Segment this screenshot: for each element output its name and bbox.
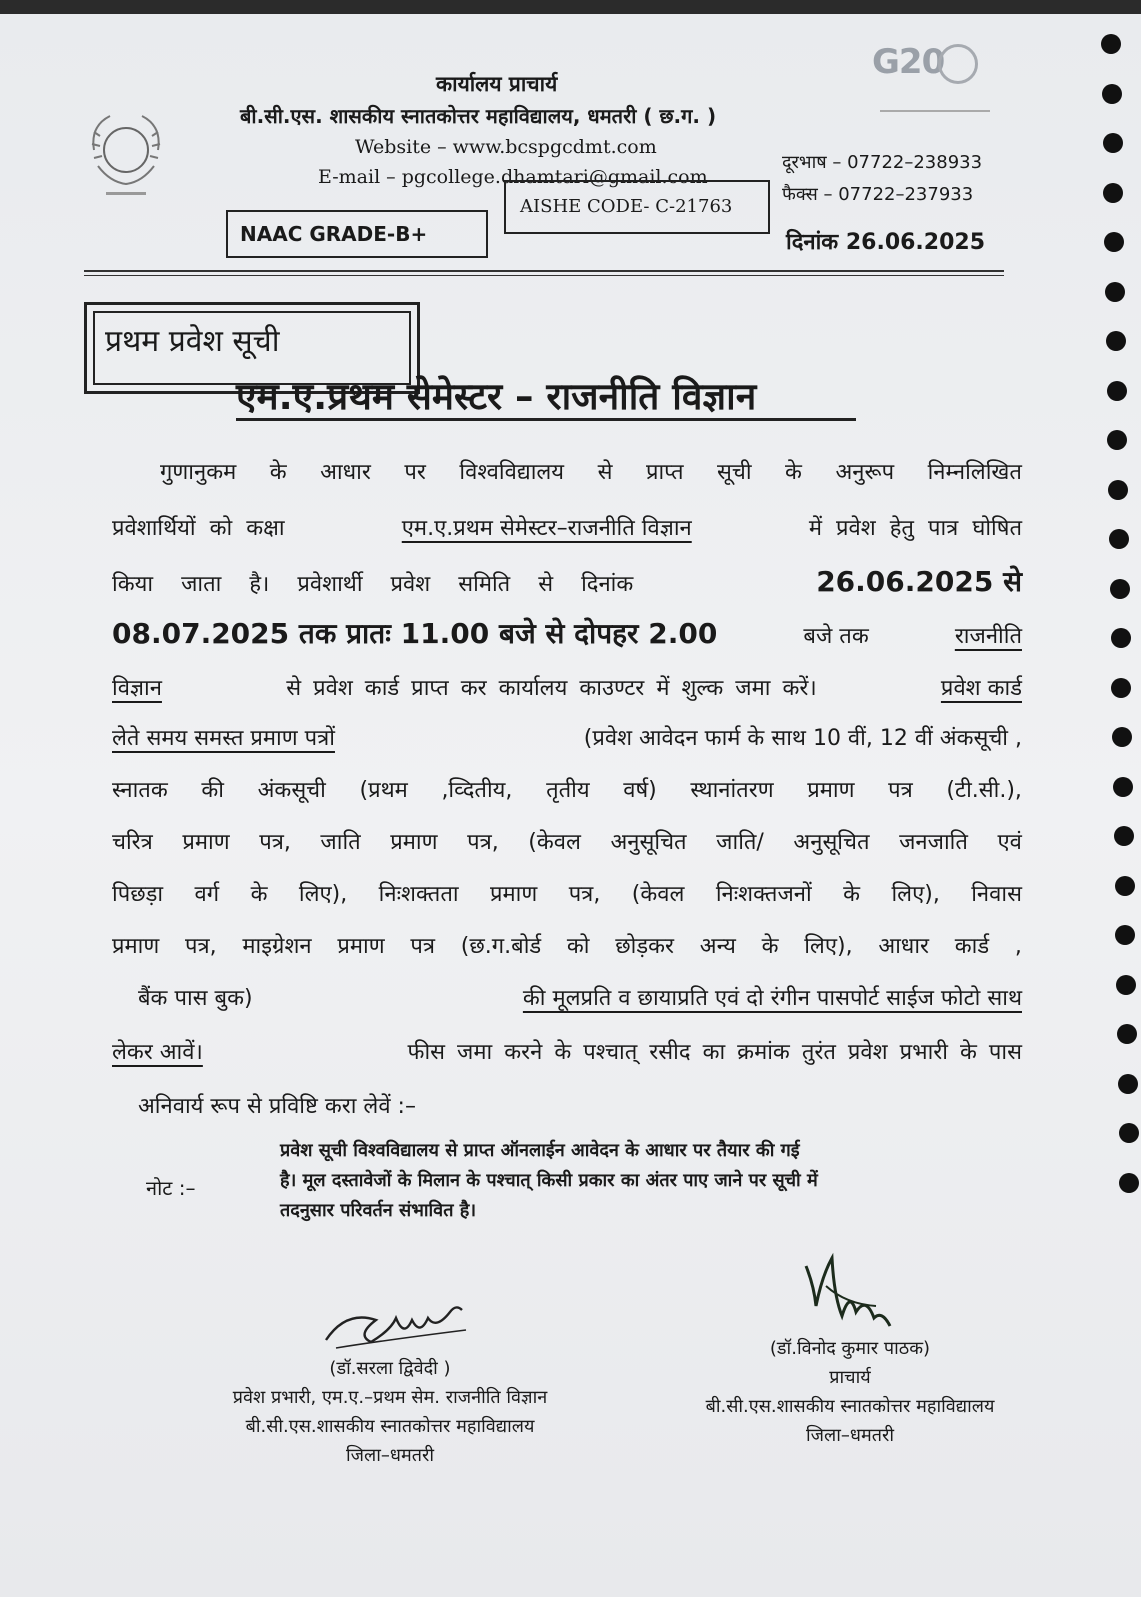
email: E-mail – pgcollege.dhamtari@gmail.com [318,166,708,188]
word: प्रवेशार्थियों [112,516,196,541]
signatory-left [200,1354,580,1470]
signatory-left-district: जिला–धमतरी [345,1445,434,1466]
naac-grade: NAAC GRADE-B+ [240,222,428,246]
document-page [0,14,1141,1597]
word: गुणानुकम [160,460,237,485]
l4-underlined-dept: राजनीति [954,624,1022,649]
word: स्नातक [112,778,168,803]
word: किया [112,572,154,597]
binder-hole [1107,430,1127,450]
body-line-7 [112,774,1022,804]
word: अनुरूप [835,460,895,485]
website: Website – www.bcspgcdmt.com [355,136,657,158]
word: ,व्दितीय, [441,778,513,803]
note-label: नोट :– [146,1176,196,1200]
word: जाता [181,572,222,597]
word: प्राप्त [411,676,449,701]
signatory-left-name: (डॉ.सरला द्विवेदी ) [329,1358,451,1379]
word: अन्य [699,934,736,959]
word: प्रमाण [337,934,385,959]
binder-hole [1112,727,1132,747]
g20-tagline-decoration [880,110,990,112]
word: के [785,460,802,485]
list-title: प्रथम प्रवेश सूची [105,324,280,359]
word: पत्र, [185,934,217,959]
phone-label: दूरभाष [782,152,827,173]
word: काउण्टर [579,676,645,701]
note-line-1: प्रवेश सूची विश्वविद्यालय से प्राप्त ऑनलाईन आवेदन के आधार पर तैयार की गई [280,1140,800,1161]
word: प्राप्त [645,460,684,485]
word: निःशक्तता [378,882,459,907]
body-line-1 [112,456,1022,486]
college-emblem-icon [80,106,172,206]
l5-part-a [286,672,816,702]
word: में [656,676,670,701]
word: सूची [717,460,752,485]
word: है। [249,572,270,597]
word: में [808,516,823,541]
word: का [702,1040,726,1065]
g20-logo: G20 [868,34,988,94]
word: शुल्क [681,676,724,701]
binder-hole [1115,876,1135,896]
word: के [960,1040,977,1065]
word: के [843,882,861,907]
word: घोषित [972,516,1022,541]
aishe-code-box [504,180,770,234]
binder-hole [1115,925,1135,945]
aishe-code: AISHE CODE- C-21763 [520,196,733,217]
word: , [1014,934,1022,959]
l4-part-b: बजे तक [803,624,869,649]
word: (प्रथम [359,778,408,803]
word: हेतु [889,516,914,541]
word: प्रमाण [390,830,438,855]
binder-hole [1103,183,1123,203]
phone-row [782,150,982,174]
word: जमा [735,676,771,701]
binder-hole [1110,579,1130,599]
word: आधार [320,460,371,485]
word: प्रमाण [112,934,160,959]
word: विश्वविद्यालय [459,460,565,485]
word: को [209,516,233,541]
signature-right-icon [796,1246,906,1346]
word: की [201,778,224,803]
body-line-4 [112,614,1022,652]
word: लिए), [804,934,853,959]
binder-hole [1114,826,1134,846]
word: लिए), [298,882,348,907]
signatory-right-district: जिला–धमतरी [805,1425,894,1446]
word: स्थानांतरण [690,778,774,803]
l12-part-a [407,1036,1022,1066]
word: करने [504,1040,543,1065]
word: वर्ष) [623,778,657,803]
word: पत्र, [467,830,499,855]
body-line-10 [112,930,1022,960]
body-line-3 [112,562,1022,600]
word: पत्र [888,778,913,803]
word: माइग्रेशन [242,934,312,959]
signatory-right-designation: प्राचार्य [829,1367,871,1388]
binder-hole [1111,678,1131,698]
binder-holes [1101,34,1131,1234]
signature-left-icon [316,1290,476,1360]
header-divider [84,270,1004,272]
word: (टी.सी.), [946,778,1022,803]
word: के [269,460,287,485]
l2-part-b [809,512,1022,542]
word: समिति [458,572,511,597]
word: तृतीय [546,778,590,803]
phone-number: – 07722–238933 [832,152,983,173]
fax-number: – 07722–237933 [823,184,974,205]
signatory-left-designation: प्रवेश प्रभारी, एम.ए.–प्रथम सेम. राजनीति विज्ञान [232,1387,548,1408]
word: के [761,934,779,959]
word: पश्चात् [583,1040,638,1065]
body-line-5 [112,672,1022,702]
l13-text: अनिवार्य रूप से प्रविष्टि करा लेवें :– [138,1094,416,1119]
signatory-right-name: (डॉ.विनोद कुमार पाठक) [769,1338,931,1359]
word: कर [460,676,487,701]
note-line-3: तदनुसार परिवर्तन संभावित है। [280,1200,477,1221]
word: पिछड़ा [112,882,164,907]
l2-part-a [112,512,285,542]
word: पत्र [410,934,436,959]
body-line-13 [112,1090,1048,1120]
l3-start-date: 26.06.2025 से [816,565,1022,598]
word: (केवल [631,882,685,907]
l2-underlined-class: एम.ए.प्रथम सेमेस्टर–राजनीति विज्ञान [401,516,692,541]
word: से [597,460,613,485]
binder-hole [1105,282,1125,302]
word: करें। [782,676,817,701]
binder-hole [1111,628,1131,648]
binder-hole [1102,84,1122,104]
word: छोड़कर [615,934,675,959]
word: प्रवेश [313,676,353,701]
subject-underline [236,418,856,421]
word: जमा [457,1040,493,1065]
word: के [554,1040,572,1065]
subject-heading: एम.ए.प्रथम सेमेस्टर – राजनीति विज्ञान [236,375,757,418]
word: प्रवेश [390,572,431,597]
l6-part-a: (प्रवेश आवेदन फार्म के साथ 10 वीं, 12 वीं अंकसूची , [583,726,1022,751]
word: प्रमाण [489,882,538,907]
word: के [250,882,268,907]
binder-hole [1108,480,1128,500]
word: जाति [320,830,361,855]
word: वर्ग [194,882,220,907]
l6-underlined-certs: लेते समय समस्त प्रमाण पत्रों [112,726,335,751]
signatory-right [660,1334,1040,1450]
word: अनुसूचित [793,830,870,855]
signatory-left-college: बी.सी.एस.शासकीय स्नातकोत्तर महाविद्यालय [245,1416,535,1437]
word: से [286,676,302,701]
binder-hole [1101,34,1121,54]
word: जाति/ [716,830,764,855]
word: प्रवेश [836,516,876,541]
binder-hole [1119,1123,1139,1143]
word: फीस [407,1040,446,1065]
word: पात्र [927,516,959,541]
word: प्रमाण [182,830,230,855]
word: कक्षा [246,516,285,541]
l5-underlined-dept: विज्ञान [112,676,162,701]
l3-part-a [112,568,633,598]
body-line-9 [112,878,1022,908]
word: प्रवेश [847,1040,888,1065]
word: क्रमांक [737,1040,790,1065]
body-line-12 [112,1036,1022,1066]
word: रसीद [649,1040,691,1065]
binder-hole [1107,381,1127,401]
l12-underlined-bring: लेकर आवें। [112,1040,203,1065]
word: अंकसूची [257,778,326,803]
word: अनुसूचित [610,830,687,855]
body-line-8 [112,826,1022,856]
body-line-11 [112,982,1022,1012]
word: (छ.ग.बोर्ड [460,934,542,959]
signatory-right-college: बी.सी.एस.शासकीय स्नातकोत्तर महाविद्यालय [705,1396,995,1417]
word: लिए), [891,882,940,907]
binder-hole [1119,1173,1139,1193]
word: तुरंत [801,1040,836,1065]
word: से [538,572,554,597]
l11-underlined-copies: की मूलप्रति व छायाप्रति एवं दो रंगीन पासपोर्ट साईज फोटो साथ [522,986,1022,1011]
naac-grade-box [226,210,488,258]
word: एवं [997,830,1022,855]
binder-hole [1109,529,1129,549]
binder-hole [1106,331,1126,351]
l4-timing: 08.07.2025 तक प्रातः 11.00 बजे से दोपहर 2.00 [112,617,718,650]
word: को [566,934,590,959]
word: कार्यालय [498,676,568,701]
fax-label: फैक्स [782,184,818,205]
word: पत्र, [259,830,291,855]
binder-hole [1104,232,1124,252]
word: जनजाति [899,830,968,855]
word: कार्ड [954,934,990,959]
college-name: बी.सी.एस. शासकीय स्नातकोत्तर महाविद्यालय, धमतरी ( छ.ग. ) [240,104,717,128]
office-heading: कार्यालय प्राचार्य [436,71,558,96]
word: प्रवेशार्थी [297,572,363,597]
binder-hole [1113,777,1133,797]
word: निवास [971,882,1022,907]
word: निःशक्तजनों [715,882,812,907]
l5-underlined-admit: प्रवेश कार्ड [940,676,1022,701]
fax-row [782,182,973,206]
header-divider-thin [84,275,1004,276]
word: चरित्र [112,830,153,855]
binder-hole [1118,1074,1138,1094]
word: पर [404,460,426,485]
word: प्रभारी [899,1040,949,1065]
word: प्रमाण [807,778,855,803]
word: आधार [878,934,930,959]
body-line-6 [112,722,1022,752]
word: दिनांक [581,572,634,597]
word: (केवल [528,830,581,855]
word: कार्ड [364,676,400,701]
body-line-2 [112,512,1022,542]
binder-hole [1117,1024,1137,1044]
note-line-2: है। मूल दस्तावेजों के मिलान के पश्चात् किसी प्रकार का अंतर पाए जाने पर सूची में [280,1170,818,1191]
l11-part-a: बैंक पास बुक) [138,986,253,1011]
binder-hole [1116,975,1136,995]
word: निम्नलिखित [927,460,1022,485]
issue-date: दिनांक 26.06.2025 [786,230,986,255]
word: पत्र, [568,882,601,907]
word: पास [988,1040,1022,1065]
binder-hole [1103,133,1123,153]
